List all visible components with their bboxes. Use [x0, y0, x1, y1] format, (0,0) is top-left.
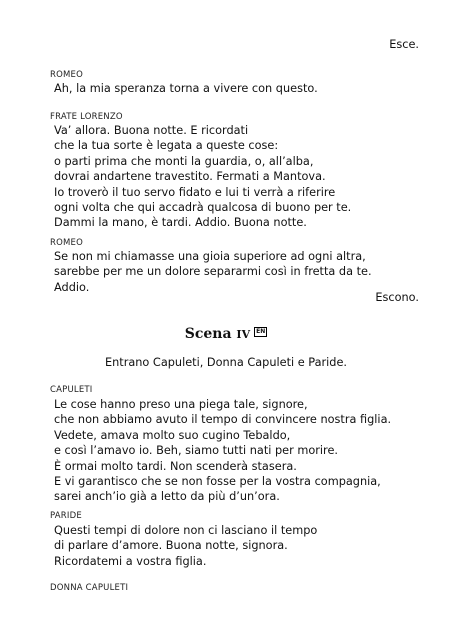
verse-line: sarebbe per me un dolore separarmi così in fretta da te. [54, 265, 372, 279]
stage-direction-exit: Escono. [375, 291, 419, 304]
speaker-name: DONNA CAPULETI [50, 583, 129, 593]
verse-line: ogni volta che qui accadrà qualcosa di buono per te. [54, 201, 352, 215]
verse-line: e così l’amavo io. Beh, siamo tutti nati per morire. [54, 444, 338, 458]
verse-line: È ormai molto tardi. Non scenderà stasera. [54, 459, 297, 473]
scene-heading [0, 326, 452, 342]
verse-line: Io troverò il tuo servo fidato e lui ti verrà a riferire [54, 185, 336, 199]
verse-line: Dammi la mano, è tardi. Addio. Buona notte. [54, 216, 307, 230]
verse-line: Questi tempi di dolore non ci lasciano il tempo [54, 524, 318, 537]
verse-line: Va’ allora. Buona notte. E ricordati [54, 124, 249, 137]
speech [54, 81, 318, 96]
verse-line: Se non mi chiamasse una gioia superiore ad ogni altra, [54, 250, 366, 263]
verse-line: di parlare d’amore. Buona notte, signora. [54, 539, 288, 553]
verse-line: o parti prima che monti la guardia, o, all’alba, [54, 154, 314, 168]
speaker-name: CAPULETI [50, 385, 93, 395]
verse-line: E vi garantisco che se non fosse per la vostra compagnia, [54, 475, 381, 489]
speaker-name: ROMEO [50, 238, 83, 248]
speech [54, 523, 317, 569]
stage-direction-exit: Esce. [389, 38, 419, 51]
verse-line: Le cose hanno preso una piega tale, signore, [54, 398, 308, 411]
verse-line: Ricordatemi a vostra figlia. [54, 554, 207, 568]
verse-line: Ah, la mia speranza torna a vivere con questo. [54, 82, 318, 95]
stage-direction-entrance: Entrano Capuleti, Donna Capuleti e Paride. [104, 356, 348, 369]
verse-line: Vedete, amava molto suo cugino Tebaldo, [54, 428, 291, 442]
speech [54, 397, 391, 505]
speaker-name: PARIDE [50, 511, 82, 521]
scene-number: IV [236, 328, 251, 341]
verse-line: che la tua sorte è legata a queste cose: [54, 139, 279, 153]
scene-word: Scena [184, 326, 232, 342]
verse-line: Addio. [54, 280, 90, 294]
english-version-link[interactable]: EN [256, 328, 266, 335]
verse-line: dovrai andartene travestito. Fermati a Mantova. [54, 170, 326, 184]
speech [54, 249, 372, 295]
verse-line: sarei anch’io già a letto da più d’un’ora. [54, 490, 280, 504]
speech [54, 123, 351, 231]
speaker-name: ROMEO [50, 70, 83, 80]
speaker-name: FRATE LORENZO [50, 112, 123, 122]
verse-line: che non abbiamo avuto il tempo di convincere nostra figlia. [54, 413, 392, 427]
